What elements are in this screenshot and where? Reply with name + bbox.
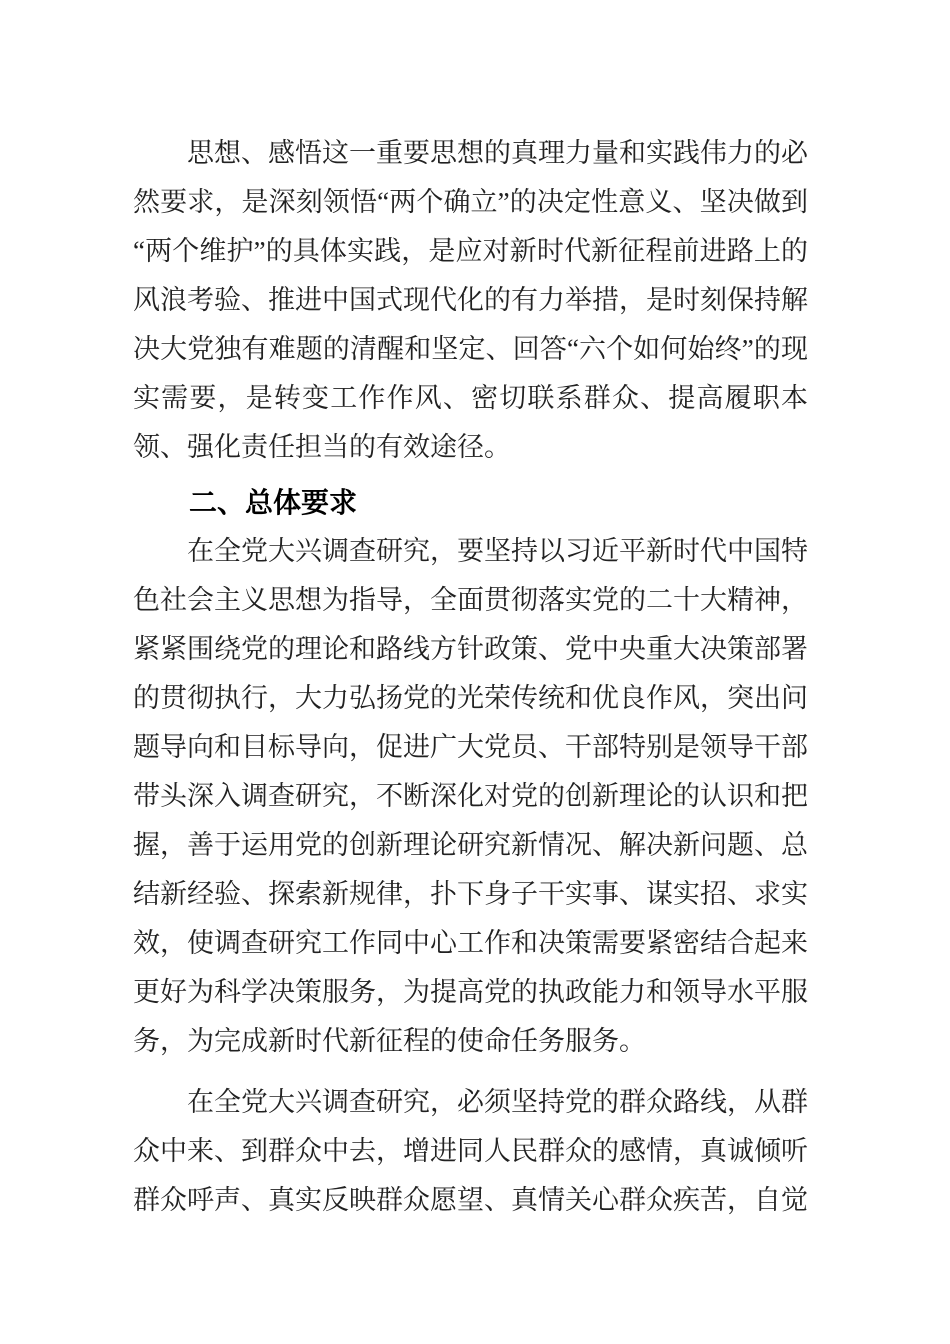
paragraph-mass-line: 在全党大兴调查研究，必须坚持党的群众路线，从群众中来、到群众中去，增进同人民群众的感情，真诚倾听群众呼声、真实反映群众愿望、真情关心群众疾苦，自觉 <box>133 1087 808 1215</box>
section-heading-overall-requirements: 二、总体要求 <box>189 487 358 518</box>
document-text-block <box>133 129 808 1225</box>
paragraph-continuation: 思想、感悟这一重要思想的真理力量和实践伟力的必然要求，是深刻领悟“两个确立”的决定性意义、坚决做到“两个维护”的具体实践，是应对新时代新征程前进路上的风浪考验、推进中国式现代化的有力举措，是时刻保持解决大党独有难题的清醒和坚定、回答“六个如何始终”的现实需要，是转变工作作风、密切联系群众、提高履职本领、强化责任担当的有效途径。 <box>133 138 808 462</box>
paragraph-guiding-ideology: 在全党大兴调查研究，要坚持以习近平新时代中国特色社会主义思想为指导，全面贯彻落实党的二十大精神，紧紧围绕党的理论和路线方针政策、党中央重大决策部署的贯彻执行，大力弘扬党的光荣传统和优良作风，突出问题导向和目标导向，促进广大党员、干部特别是领导干部带头深入调查研究，不断深化对党的创新理论的认识和把握，善于运用党的创新理论研究新情况、解决新问题、总结新经验、探索新规律，扑下身子干实事、谋实招、求实效，使调查研究工作同中心工作和决策需要紧密结合起来更好为科学决策服务，为提高党的执政能力和领导水平服务，为完成新时代新征程的使命任务服务。 <box>133 536 808 1056</box>
